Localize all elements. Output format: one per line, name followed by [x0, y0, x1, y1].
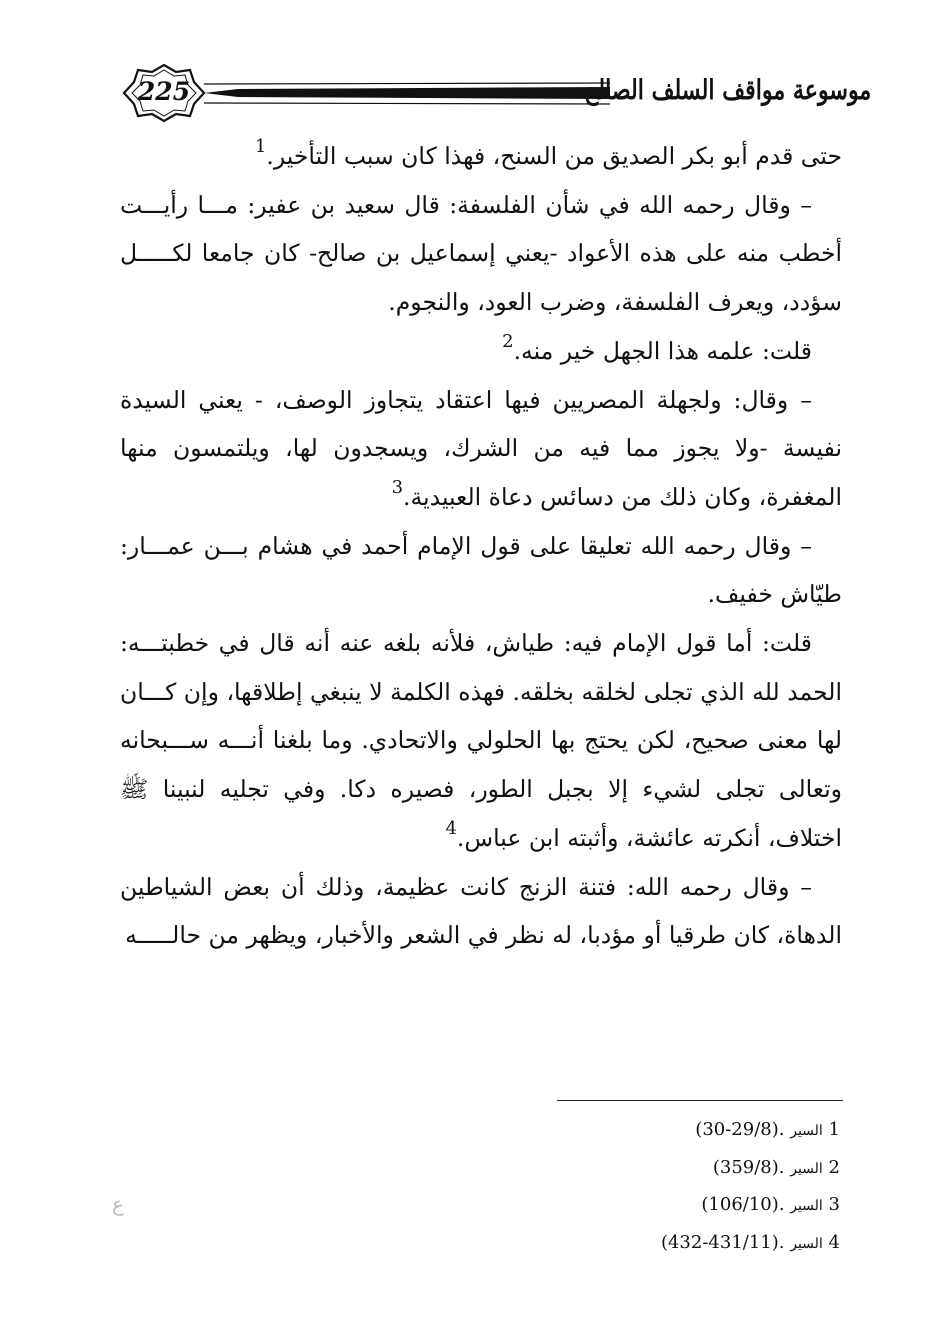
footnote-item [420, 1225, 840, 1263]
page-number: 225 [137, 77, 191, 106]
paragraph [120, 327, 842, 376]
footnote-number: 2 [828, 1156, 840, 1178]
footnote-reference: (432-431/11). [660, 1231, 785, 1253]
footnote-source: السير [790, 1235, 823, 1252]
paragraph [120, 863, 842, 960]
paragraph [120, 181, 842, 327]
header-rule-top [204, 83, 610, 84]
paragraph [120, 376, 842, 522]
page-header [118, 62, 873, 124]
header-rule-bottom [204, 103, 610, 104]
footnote-reference: (106/10). [701, 1194, 785, 1215]
paragraph [120, 132, 842, 181]
header-rule [204, 87, 610, 99]
footnote-number: 1 [828, 1119, 840, 1140]
paragraph [120, 619, 842, 863]
footnote-reference: (359/8). [712, 1156, 785, 1178]
footnote-number: 4 [828, 1231, 840, 1253]
footnote-marker[interactable]: 1 [254, 136, 267, 157]
footnote-separator [557, 1100, 843, 1101]
stray-mark: ﻉ [112, 1192, 124, 1216]
paragraph-text: – وقال رحمه الله في شأن الفلسفة: قال سعيد بن عفير: مـــا رأيـــت أخطب منه على هذه الأعواد -يعني إسماعيل بن صالح- كان جامعا لكـــــل سؤدد، ويعرف الفلسفة، وضرب العود، والنجوم. [120, 190, 842, 317]
paragraph-text: – وقال رحمه الله: فتنة الزنج كانت عظيمة، وذلك أن بعض الشياطين الدهاة، كان طرقيا أو مؤدبا، له نظر في الشعر والأخبار، ويظهر من حالـــــه [120, 872, 842, 950]
footnote-item [420, 1150, 840, 1188]
footnote-source: السير [790, 1160, 823, 1177]
footnote-source: السير [790, 1198, 823, 1214]
paragraph-text: قلت: أما قول الإمام فيه: طياش، فلأنه بلغه عنه أنه قال في خطبتـــه: الحمد لله الذي تجلى لخلقه بخلقه. فهذه الكلمة لا ينبغي إطلاقها، وإن كـــان لها معنى صحيح، لكن يحتج بها الحلولي والاتحادي. وما بلغنا أنـــه ســـبحانه وتعالى تجلى لشيء إلا بجبل الطور، فصيره دكا. وفي تجليه لنبينا ﷺ اختلاف، أنكرته عائشة، وأثبته ابن عباس. [120, 629, 842, 852]
footnote-marker[interactable]: 4 [445, 817, 457, 839]
body-text [120, 132, 842, 960]
footnote-source: السير [790, 1123, 823, 1139]
paragraph-text: قلت: علمه هذا الجهل خير منه. [513, 336, 812, 365]
paragraph [120, 522, 842, 619]
footnote-marker[interactable]: 2 [502, 330, 514, 352]
footnote-number: 3 [828, 1194, 840, 1215]
footnote-reference: (30-29/8). [695, 1119, 785, 1140]
paragraph-text: – وقال رحمه الله تعليقا على قول الإمام أحمد في هشام بـــن عمـــار: طيّاش خفيف. [120, 531, 842, 609]
footnote-item [420, 1187, 840, 1225]
book-title: موسوعة مواقف السلف الصالح [583, 75, 871, 106]
footnotes [420, 1112, 840, 1262]
paragraph-text: – وقال: ولجهلة المصريين فيها اعتقاد يتجاوز الوصف، - يعني السيدة نفيسة -ولا يجوز مما فيه من الشرك، ويسجدون لها، ويلتمسون منها المغفرة، وكان ذلك من دسائس دعاة العبيدية. [120, 385, 842, 511]
paragraph-text: حتى قدم أبو بكر الصديق من السنح، فهذا كان سبب التأخير. [266, 142, 842, 170]
footnote-marker[interactable]: 3 [391, 476, 404, 498]
footnote-item [420, 1112, 840, 1150]
